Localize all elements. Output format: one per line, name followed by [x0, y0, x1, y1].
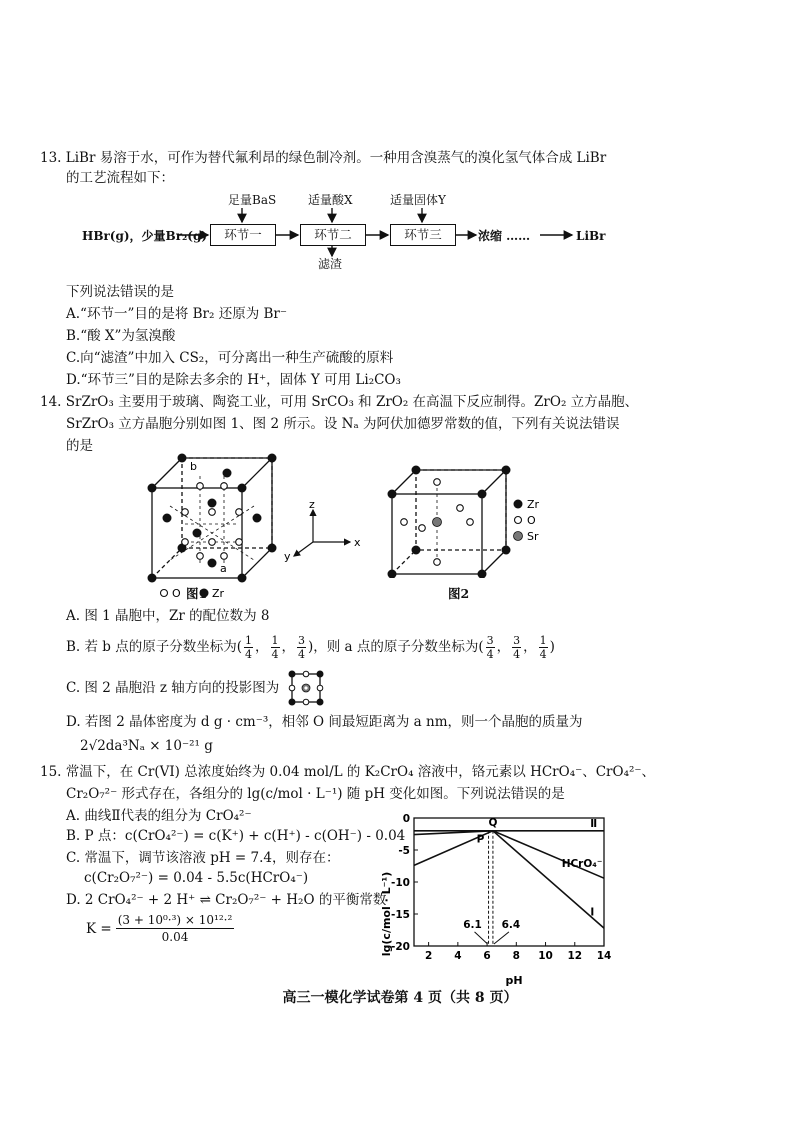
flow-product: LiBr	[576, 229, 606, 243]
q15-k-numerator: (3 + 10⁰·³) × 10¹²·²	[117, 913, 233, 927]
figure-1-caption: 图1	[186, 586, 208, 601]
q14-option-a: A. 图 1 晶胞中，Zr 的配位数为 8	[66, 608, 270, 624]
flow-step-1: 环节一	[210, 224, 276, 246]
q13-option-a: A.“环节一”目的是将 Br₂ 还原为 Br⁻	[66, 306, 288, 322]
q14-b-frac-2: 1 4	[271, 633, 279, 661]
axis-x-label: x	[354, 536, 361, 549]
q15-k-fraction	[116, 912, 235, 945]
q13-option-d: D.“环节三”目的是除去多余的 H⁺，固体 Y 可用 Li₂CO₃	[66, 372, 401, 388]
q14-option-b: B. 若 b 点的原子分数坐标为( 1 4 ， 1 4 ， 3 4 )，则 a 点的原子分数坐标为( 3 4 ， 3 4 ， 1 4 )	[66, 630, 555, 664]
q15-stem-line1: 15. 常温下，在 Cr(VI) 总浓度始终为 0.04 mol/L 的 K₂CrO₄ 溶液中，铬元素以 HCrO₄⁻、CrO₄²⁻、	[40, 764, 656, 780]
q14-b-frac-5: 3 4	[513, 633, 521, 661]
y-tick-label: -20	[391, 941, 410, 953]
x-tick-label: 8	[512, 950, 520, 962]
x-tick-label: 2	[424, 950, 433, 962]
q15-chart	[372, 804, 622, 990]
q15-option-d-k	[86, 912, 234, 945]
flow-after: 浓缩 ……	[478, 229, 531, 243]
marker-label: 6.4	[501, 919, 521, 932]
fig1-label-b: b	[190, 460, 197, 473]
figure-2-srzro3-cell	[380, 458, 530, 578]
fig1-label-a: a	[220, 562, 227, 575]
fig1-legend-zr: Zr	[212, 587, 225, 600]
flow-input-3: 适量固体Y	[390, 193, 446, 207]
q14-option-d-line2: 2√2da³Nₐ × 10⁻²¹ g	[80, 738, 213, 754]
x-tick-label: 4	[454, 950, 462, 962]
y-tick-label: 0	[402, 813, 410, 825]
q13-stem-line2: 的工艺流程如下：	[66, 170, 174, 186]
axis-y-label: y	[284, 550, 291, 563]
q15-stem-line2: Cr₂O₇²⁻ 形式存在，各组分的 lg(c/mol · L⁻¹) 随 pH 变化如图。下列说法错误的是	[66, 786, 565, 802]
y-tick-label: -5	[398, 845, 410, 857]
marker-arrow	[475, 932, 488, 944]
q15-option-b: B. P 点：c(CrO₄²⁻) = c(K⁺) + c(H⁺) - c(OH⁻) - 0.04	[66, 828, 406, 844]
figure-1-zro2-cell	[140, 446, 280, 606]
x-tick-label: 10	[538, 950, 553, 962]
q14-option-c: C. 图 2 晶胞沿 z 轴方向的投影图为	[66, 680, 280, 696]
q14-b-middle: )，则 a 点的原子分数坐标为(	[308, 639, 484, 655]
figure-2-legend	[510, 494, 570, 554]
q14-stem-line1: 14. SrZrO₃ 主要用于玻璃、陶瓷工业，可用 SrCO₃ 和 ZrO₂ 在高温下反应制得。ZrO₂ 立方晶胞、	[40, 394, 639, 410]
q13-stem-line1: 13. LiBr 易溶于水，可作为替代氟利昂的绿色制冷剂。一种用含溴蒸气的溴化氢气体合成 LiBr	[40, 150, 607, 166]
flow-arrows	[60, 186, 760, 276]
q13-flowchart	[60, 186, 760, 276]
q14-projection-icon	[286, 668, 326, 708]
q15-k-denominator: 0.04	[161, 930, 189, 944]
q14-stem-line2: SrZrO₃ 立方晶胞分别如图 1、图 2 所示。设 Nₐ 为阿伏加德罗常数的值，下列有关说法错误	[66, 416, 620, 432]
q13-question: 下列说法错误的是	[66, 284, 174, 300]
q14-b-frac-1: 1 4	[245, 633, 252, 661]
series-line	[414, 831, 604, 928]
q13-option-b: B.“酸 X”为氢溴酸	[66, 328, 176, 344]
q14-b-end: )	[549, 639, 555, 655]
series-line	[414, 831, 604, 878]
q15-k-label: K =	[86, 920, 112, 937]
q14-stem-line3: 的是	[66, 438, 93, 454]
y-tick-label: -15	[391, 909, 410, 921]
y-tick-label: -10	[391, 877, 410, 889]
page-footer: 高三一模化学试卷第 4 页（共 8 页）	[282, 990, 518, 1006]
flow-start: HBr(g)，少量Br₂(g)	[82, 229, 208, 243]
flow-step-2: 环节二	[300, 224, 366, 246]
fig2-legend-o: O	[527, 514, 536, 527]
fig1-legend-o: O	[172, 587, 181, 600]
axis-z-label: z	[309, 498, 315, 511]
marker-label: 6.1	[463, 919, 482, 932]
q15-option-d-line1: D. 2 CrO₄²⁻ + 2 H⁺ ⇌ Cr₂O₇²⁻ + H₂O 的平衡常数	[66, 892, 387, 908]
point-label: Q	[488, 816, 498, 829]
figure-2-caption: 图2	[448, 586, 470, 601]
flow-output-2: 滤渣	[318, 257, 343, 271]
series-label: Ⅱ	[590, 818, 598, 831]
series-label: HCrO₄⁻	[561, 857, 603, 870]
q14-b-frac-6: 1 4	[539, 633, 547, 661]
flow-input-2: 适量酸X	[308, 193, 353, 207]
q14-b-prefix: B. 若 b 点的原子分数坐标为(	[66, 639, 242, 655]
series-label: Ⅰ	[590, 906, 595, 919]
coordinate-axes	[280, 496, 370, 566]
q15-option-c-line2: c(Cr₂O₇²⁻) = 0.04 - 5.5c(HCrO₄⁻)	[84, 870, 309, 886]
x-tick-label: 12	[567, 950, 583, 962]
marker-arrow	[494, 932, 509, 944]
q14-b-frac-3: 3 4	[298, 633, 305, 661]
chart-y-label: lg(c/mol · L⁻¹)	[380, 871, 393, 957]
point-label: P	[476, 833, 485, 846]
x-tick-label: 6	[483, 950, 491, 962]
fig2-legend-zr: Zr	[527, 498, 540, 511]
q13-option-c: C.向“滤渣”中加入 CS₂，可分离出一种生产硫酸的原料	[66, 350, 394, 366]
x-tick-label: 14	[596, 950, 612, 962]
q15-option-c-line1: C. 常温下，调节该溶液 pH = 7.4，则存在：	[66, 850, 340, 866]
flow-input-1: 足量BaS	[228, 193, 277, 207]
chart-x-label: pH	[505, 974, 523, 987]
q14-option-d-line1: D. 若图 2 晶体密度为 d g · cm⁻³，相邻 O 间最短距离为 a nm，则一个晶胞的质量为	[66, 714, 583, 730]
q15-option-a: A. 曲线Ⅱ代表的组分为 CrO₄²⁻	[66, 808, 252, 824]
q14-b-frac-4: 3 4	[486, 633, 494, 661]
flow-step-3: 环节三	[390, 224, 456, 246]
fig2-legend-sr: Sr	[527, 530, 539, 543]
